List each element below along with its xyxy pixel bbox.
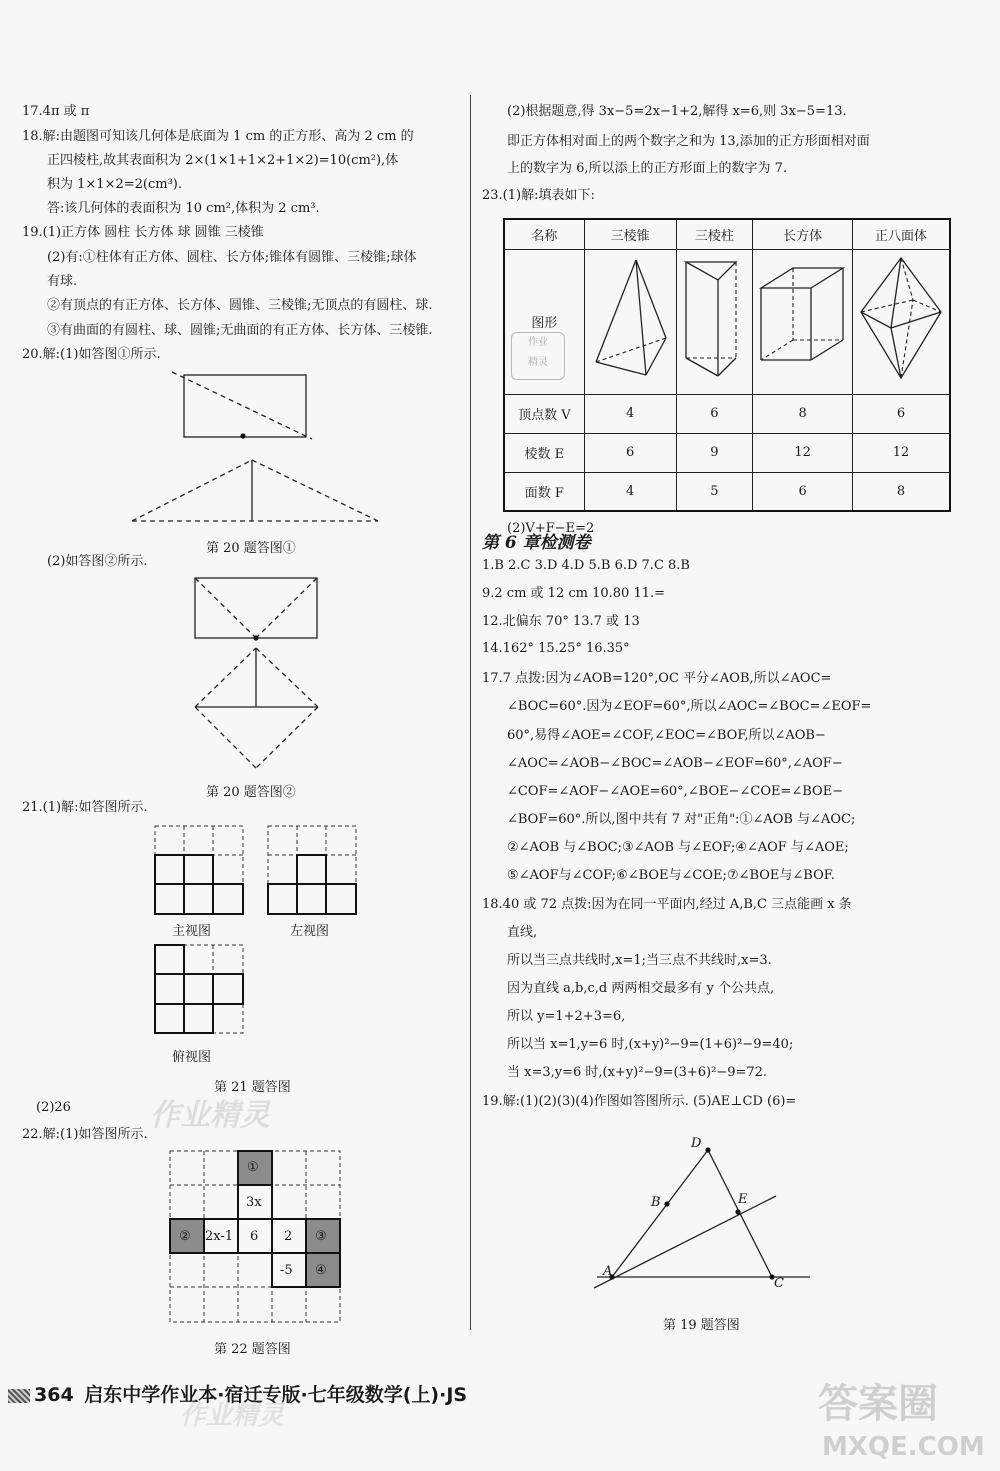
answer-line: ∠AOC=∠AOB−∠BOC=∠AOB−∠EOF=60°,∠AOF− (507, 756, 843, 771)
table-cell: 6 (853, 394, 950, 433)
answer-line: ∠BOF=60°.所以,图中共有 7 对"正角":①∠AOB 与∠AOC; (507, 812, 856, 827)
answer-line: 即正方体相对面上的两个数字之和为 13,添加的正方形面相对面 (507, 134, 870, 149)
table-header: 三棱锥 (584, 219, 676, 249)
answer-line: ②有顶点的有正方体、长方体、圆锥、三棱锥;无顶点的有圆柱、球. (47, 298, 433, 313)
stamp-text: 作业 (528, 336, 548, 348)
answer-line: ⑤∠AOF与∠COF;⑥∠BOE与∠COE;⑦∠BOE与∠BOF. (507, 868, 835, 883)
table-header: 名称 (504, 219, 584, 249)
watermark: 作业精灵 (180, 1401, 285, 1431)
answer-line: 上的数字为 6,所以添上的正方形面上的数字为 7. (507, 161, 788, 176)
watermark: 作业精灵 (150, 1098, 270, 1133)
answer-line: ②∠AOB 与∠BOC;③∠AOB 与∠EOF;④∠AOF 与∠AOE; (507, 840, 849, 855)
answer-line: 60°,易得∠AOE=∠COF,∠EOC=∠BOF,所以∠AOB− (507, 728, 826, 743)
answer-line: 9.2 cm 或 12 cm 10.80 11.= (482, 586, 666, 601)
table-header: 长方体 (753, 219, 853, 249)
cell-label: 3x (246, 1195, 262, 1210)
figure-caption: 第 22 题答图 (214, 1342, 291, 1357)
answer-line: 12.北偏东 70° 13.7 或 13 (482, 614, 640, 629)
table-cell: 12 (853, 433, 950, 472)
cell-label: ④ (315, 1263, 327, 1278)
answer-line: 14.162° 15.25° 16.35° (482, 641, 630, 656)
cell-label: 2x-1 (205, 1229, 234, 1244)
answer-line: 当 x=3,y=6 时,(x+y)²−9=(3+6)²−9=72. (507, 1065, 768, 1080)
answer-line: 19.(1)正方体 圆柱 长方体 球 圆锥 三棱锥 (22, 225, 264, 240)
table-cell: 12 (753, 433, 853, 472)
top-view-label: 俯视图 (172, 1050, 212, 1065)
point-label: E (738, 1192, 748, 1207)
cell-label: ③ (315, 1229, 327, 1244)
cell-label: ① (247, 1160, 259, 1175)
answer-line: 直线, (507, 925, 538, 940)
answer-line: 20.解:(1)如答图①所示. (22, 347, 161, 362)
answer-line: (2)根据题意,得 3x−5=2x−1+2,解得 x=6,则 3x−5=13. (507, 104, 847, 119)
cell-label: ② (179, 1229, 191, 1244)
figure-caption: 第 21 题答图 (214, 1080, 291, 1095)
answer-line: 17.4π 或 π (22, 104, 90, 119)
section-title: 第 6 章检测卷 (482, 533, 591, 553)
point-B (664, 1201, 669, 1206)
figure-caption: 第 20 题答图① (206, 541, 296, 556)
answer-line: (2)如答图②所示. (47, 554, 148, 569)
answer-line: 积为 1×1×2=2(cm³). (47, 177, 182, 192)
front-view-label: 主视图 (172, 924, 212, 939)
answer-line: 1.B 2.C 3.D 4.D 5.B 6.D 7.C 8.B (482, 558, 690, 573)
figure-label: 图形 (531, 316, 558, 331)
answer-line: 18.解:由题图可知该几何体是底面为 1 cm 的正方形、高为 2 cm 的 (22, 129, 414, 144)
table-cell: 6 (584, 433, 676, 472)
point-D (705, 1147, 710, 1152)
table-header: 正八面体 (853, 219, 950, 249)
line-AE (594, 1196, 776, 1288)
table-header: 三棱柱 (676, 219, 753, 249)
answer-line: 因为直线 a,b,c,d 两两相交最多有 y 个公共点, (507, 981, 775, 996)
page-number: 364 (34, 1384, 74, 1406)
answer-line: 18.40 或 72 点拨:因为在同一平面内,经过 A,B,C 三点能画 x 条 (482, 897, 852, 912)
answer-line: 23.(1)解:填表如下: (482, 188, 595, 203)
table-cell: 6 (676, 394, 753, 433)
stamp-text: 精灵 (528, 356, 548, 368)
table-cell: 5 (676, 472, 753, 511)
table-cell: 顶点数 V (504, 394, 584, 433)
point-E (735, 1209, 740, 1214)
table-cell: 4 (584, 472, 676, 511)
watermark: 答案圈 (818, 1381, 938, 1427)
point-label: B (651, 1195, 661, 1210)
answer-line: (2)有:①柱体有正方体、圆柱、长方体;锥体有圆锥、三棱锥;球体 (47, 250, 417, 265)
answer-line: 答:该几何体的表面积为 10 cm²,体积为 2 cm³. (47, 201, 320, 216)
line-AD (612, 1150, 708, 1277)
answer-line: ③有曲面的有圆柱、球、圆锥;无曲面的有正方体、长方体、三棱锥. (47, 323, 433, 338)
footer-mark-icon (8, 1389, 30, 1403)
cell-label: 2 (284, 1229, 293, 1244)
left-view-label: 左视图 (290, 924, 330, 939)
answer-line: (2)V+F−E=2 (507, 521, 595, 536)
answer-line: 21.(1)解:如答图所示. (22, 800, 148, 815)
table-cell: 4 (584, 394, 676, 433)
answer-line: 22.解:(1)如答图所示. (22, 1127, 148, 1142)
answer-line: 17.7 点拨:因为∠AOB=120°,OC 平分∠AOB,所以∠AOC= (482, 671, 832, 686)
table-cell: 面数 F (504, 472, 584, 511)
figure-caption: 第 20 题答图② (206, 785, 296, 800)
answer-line: 正四棱柱,故其表面积为 2×(1×1+1×2+1×2)=10(cm²),体 (47, 153, 399, 168)
table-cell: 8 (753, 394, 853, 433)
cell-label: 6 (250, 1229, 259, 1244)
answer-line: 所以当三点共线时,x=1;当三点不共线时,x=3. (507, 953, 772, 968)
answer-line: 有球. (47, 274, 78, 289)
point-label: A (603, 1264, 613, 1279)
watermark: MXQE.COM (822, 1432, 985, 1462)
answer-line: 所以当 x=1,y=6 时,(x+y)²−9=(1+6)²−9=40; (507, 1037, 794, 1052)
answer-line: ∠COF=∠AOF−∠AOE=60°,∠BOE−∠COE=∠BOE− (507, 784, 844, 799)
table-cell: 8 (853, 472, 950, 511)
table-cell: 6 (753, 472, 853, 511)
point-label: D (691, 1136, 702, 1151)
table-cell: 9 (676, 433, 753, 472)
answer-line: (2)26 (36, 1100, 71, 1115)
book-title: 启东中学作业本·宿迁专版·七年级数学(上)·JS (84, 1384, 468, 1406)
table-cell: 棱数 E (504, 433, 584, 472)
figure-caption: 第 19 题答图 (663, 1318, 740, 1333)
cell-label: -5 (280, 1263, 293, 1278)
answer-line: 所以 y=1+2+3=6, (507, 1009, 626, 1024)
answer-line: 19.解:(1)(2)(3)(4)作图如答图所示. (5)AE⊥CD (6)= (482, 1094, 797, 1109)
answer-line: ∠BOC=60°.因为∠EOF=60°,所以∠AOC=∠BOC=∠EOF= (507, 699, 872, 714)
point-label: C (774, 1276, 784, 1291)
